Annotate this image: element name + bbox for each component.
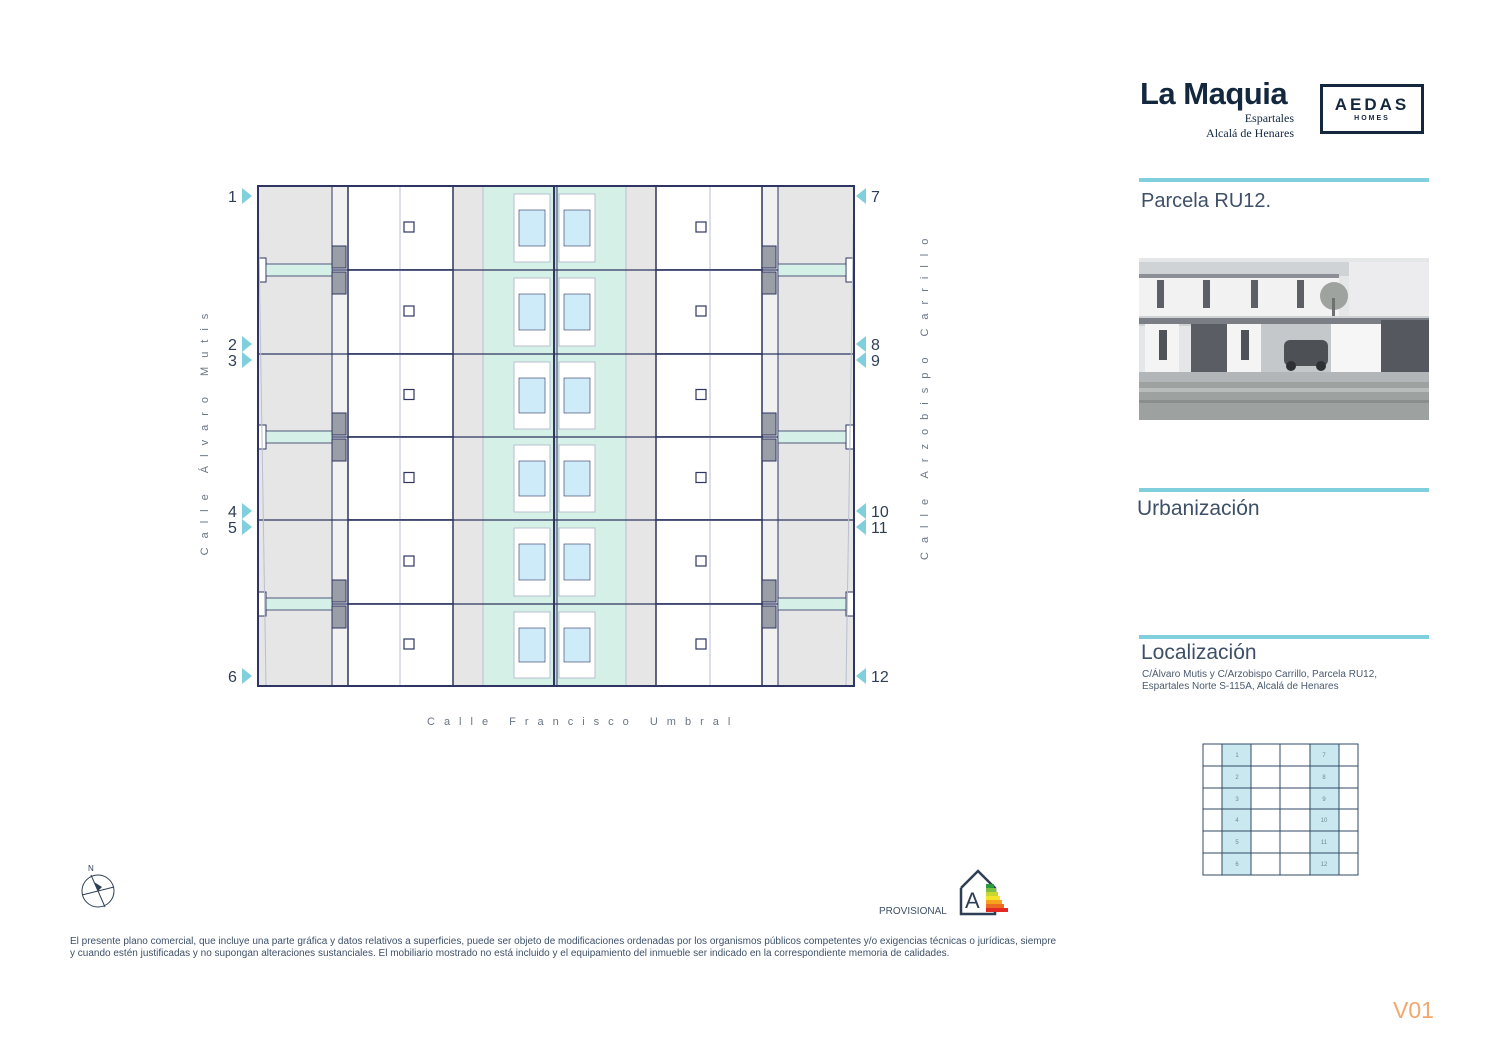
street-label-bottom: Calle Francisco Umbral [427, 716, 740, 728]
skylight-icon [404, 556, 414, 566]
aedas-logo [1320, 84, 1424, 134]
version-label: V01 [1393, 997, 1434, 1023]
rendering-photo [1139, 258, 1429, 420]
unit-arrow-icon [242, 519, 252, 535]
mini-map-unit: 9 [1322, 797, 1326, 803]
disclaimer-text: El presente plano comercial, que incluye una parte gráfica y datos relativos a superficies, puede ser objeto de modificaciones ordenadas por los organismos públicos competentes y/o exigencias técnicas o jurídicas, siempre y cuando estén justificadas y no supongan alteraciones sustanciales. El mobiliario mostrado no está incluido y el equipamiento del inmueble ser indicado en la correspondiente memoria de calidades. [70, 936, 1057, 959]
mini-map-unit: 8 [1322, 775, 1326, 781]
mini-map-unit: 3 [1235, 797, 1239, 803]
pool [519, 628, 545, 662]
unit-number: 2 [228, 337, 237, 354]
section-divider [1139, 635, 1429, 639]
unit-number: 7 [871, 189, 880, 206]
walkway [266, 264, 332, 276]
skylight-icon [404, 222, 414, 232]
house-block-right [656, 520, 762, 604]
compass-label: N [88, 864, 94, 873]
unit-number: 6 [228, 669, 237, 686]
mini-map-unit: 11 [1320, 840, 1328, 846]
brand-subtitle: Espartales [1244, 111, 1294, 125]
skylight-icon [696, 222, 706, 232]
mini-map-unit: 10 [1320, 818, 1328, 824]
unit-number: 12 [871, 669, 889, 686]
mini-map-unit: 7 [1322, 753, 1326, 759]
unit-arrow-icon [242, 188, 252, 204]
walkway [778, 431, 846, 443]
section-divider [1139, 178, 1429, 182]
pool [564, 210, 590, 246]
mini-map-unit: 6 [1235, 862, 1239, 868]
unit-arrow-icon [242, 352, 252, 368]
skylight-icon [696, 473, 706, 483]
house-block-right [656, 186, 762, 270]
meter-box [762, 580, 776, 602]
skylight-icon [696, 556, 706, 566]
meter-box [332, 606, 346, 628]
aedas-logo-sub: HOMES [1354, 115, 1390, 122]
address-line: Espartales Norte S-115A, Alcalá de Henares [1142, 681, 1339, 692]
mini-map-unit: 4 [1235, 818, 1239, 824]
meter-box [332, 246, 346, 268]
brand-city: Alcalá de Henares [1206, 126, 1294, 140]
walkway [778, 264, 846, 276]
street-label-right: Calle Arzobispo Carrillo [919, 229, 931, 560]
mini-map-unit: 2 [1235, 775, 1239, 781]
skylight-icon [404, 390, 414, 400]
pool [564, 544, 590, 580]
house-block-right [656, 354, 762, 437]
mini-map-unit: 5 [1235, 840, 1239, 846]
skylight-icon [404, 639, 414, 649]
mini-map-unit: 1 [1235, 753, 1239, 759]
energy-rating: A [965, 888, 980, 913]
unit-arrow-icon [242, 336, 252, 352]
section-divider [1139, 488, 1429, 492]
unit-number: 11 [871, 520, 888, 537]
unit-number: 9 [871, 353, 880, 370]
energy-label-icon [958, 866, 1014, 918]
walkway [266, 598, 332, 610]
pool [519, 378, 545, 413]
unit-number: 10 [871, 504, 889, 521]
unit-arrow-icon [856, 668, 866, 684]
pool [519, 294, 545, 330]
street-label-left: Calle Álvaro Mutis [199, 304, 211, 556]
skylight-icon [696, 306, 706, 316]
address-line: C/Álvaro Mutis y C/Arzobispo Carrillo, Parcela RU12, [1142, 669, 1378, 680]
walkway [778, 598, 846, 610]
unit-arrow-icon [242, 668, 252, 684]
compass-icon [78, 862, 118, 910]
address [1142, 669, 1432, 693]
pool [564, 378, 590, 413]
meter-box [332, 413, 346, 435]
pool [519, 544, 545, 580]
meter-box [762, 246, 776, 268]
meter-box [332, 580, 346, 602]
meter-box [762, 413, 776, 435]
site-plan [220, 180, 900, 700]
unit-arrow-icon [856, 352, 866, 368]
unit-arrow-icon [856, 519, 866, 535]
brand-title: La Maquia [1140, 76, 1288, 111]
pool [564, 461, 590, 496]
skylight-icon [404, 306, 414, 316]
unit-arrow-icon [856, 188, 866, 204]
pool [519, 461, 545, 496]
energy-status: PROVISIONAL [879, 906, 947, 917]
house-block-right [656, 270, 762, 354]
meter-box [762, 439, 776, 461]
patio [626, 186, 656, 686]
pool [564, 294, 590, 330]
unit-number: 5 [228, 520, 237, 537]
mini-map-unit: 12 [1320, 862, 1328, 868]
skylight-icon [696, 390, 706, 400]
unit-number: 8 [871, 337, 880, 354]
skylight-icon [696, 639, 706, 649]
patio [453, 186, 483, 686]
unit-number: 4 [228, 504, 237, 521]
parcel-title: Parcela RU12. [1141, 190, 1272, 212]
location-title: Localización [1141, 641, 1257, 664]
skylight-icon [404, 473, 414, 483]
meter-box [332, 439, 346, 461]
pool [519, 210, 545, 246]
unit-number: 1 [228, 189, 237, 206]
meter-box [762, 606, 776, 628]
aedas-logo-main: AEDAS [1334, 95, 1410, 114]
unit-arrow-icon [856, 336, 866, 352]
urbanization-title: Urbanización [1137, 497, 1260, 520]
pool [564, 628, 590, 662]
unit-arrow-icon [856, 503, 866, 519]
unit-number: 3 [228, 353, 237, 370]
meter-box [332, 272, 346, 294]
house-block-right [656, 437, 762, 520]
unit-arrow-icon [242, 503, 252, 519]
house-block-right [656, 604, 762, 686]
walkway [266, 431, 332, 443]
meter-box [762, 272, 776, 294]
location-mini-map [1202, 743, 1360, 876]
